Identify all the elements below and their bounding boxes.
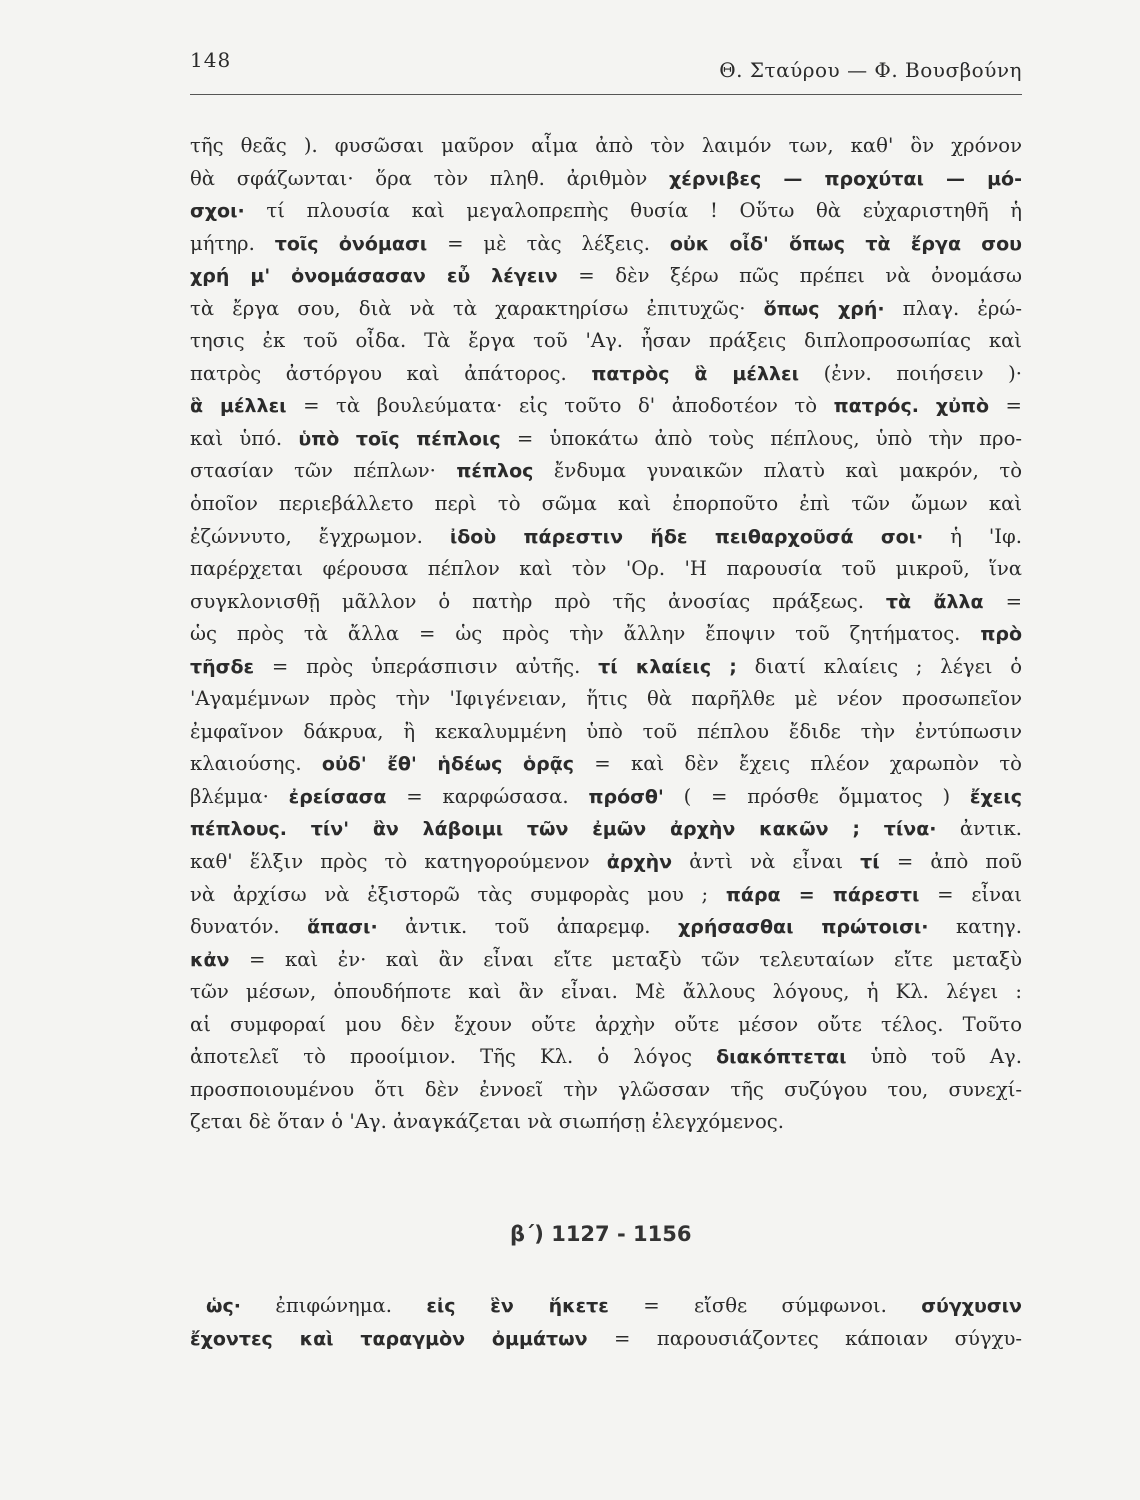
- lemma-term: πρόσθ': [588, 785, 664, 808]
- gloss-text: ὑπὸ τοῦ Αγ.: [846, 1045, 1022, 1069]
- gloss-text: στασίαν τῶν πέπλων·: [190, 459, 457, 483]
- lemma-term: ὅπως χρή·: [763, 297, 885, 320]
- gloss-text: θὰ σφάζωνται· ὅρα τὸν πληθ. ἀριθμὸν: [190, 166, 670, 190]
- gloss-text: τῆς θεᾶς ). φυσῶσαι μαῦρον αἷμα ἀπὸ τὸν λαιμόν των, καθ' ὃν χρόνον: [190, 134, 1022, 157]
- gloss-text: = καὶ ἐν· καὶ ἂν εἶναι εἴτε μεταξὺ τῶν τελευταίων εἴτε μεταξὺ: [229, 947, 1022, 971]
- section-heading: β΄) 1127 - 1156: [510, 1222, 692, 1246]
- gloss-text: ἀντικ. τοῦ ἀπαρεμφ.: [377, 915, 678, 939]
- text-line: [190, 455, 1022, 488]
- header-rule: [190, 94, 1022, 95]
- text-line: [190, 618, 1022, 651]
- gloss-text: = ὑποκάτω ἀπὸ τοὺς πέπλους, ὑπὸ τὴν προ-: [500, 426, 1022, 450]
- text-line: [190, 976, 1022, 1009]
- lemma-term: πέπλος: [456, 460, 534, 483]
- gloss-text: ἐζώννυτο, ἔγχρωμον.: [190, 524, 450, 548]
- commentary-body: [190, 130, 1022, 1139]
- gloss-text: κατηγ.: [928, 915, 1022, 939]
- page-header: [190, 48, 1022, 96]
- gloss-text: = μὲ τὰς λέξεις.: [427, 231, 670, 255]
- lemma-term: χέρνιβες — προχύται — μό-: [669, 167, 1022, 190]
- text-line: [190, 879, 1022, 912]
- text-line: [190, 488, 1022, 521]
- text-line: [190, 163, 1022, 196]
- gloss-text: τῶν μέσων, ὁπουδήποτε καὶ ἂν εἶναι. Μὲ ἄλλους λόγους, ἡ Κλ. λέγει :: [190, 980, 1022, 1004]
- gloss-text: =: [983, 589, 1022, 613]
- gloss-text: συγκλονισθῇ μᾶλλον ὁ πατὴρ πρὸ τῆς ἀνοσίας πράξεως.: [190, 589, 886, 613]
- lemma-term: ἰδοὺ πάρεστιν ἥδε πειθαρχοῦσά σοι·: [449, 525, 924, 548]
- lemma-term: τοῖς ὀνόμασι: [274, 232, 428, 255]
- lemma-term: ἃ μέλλει: [190, 395, 287, 418]
- gloss-text: = ἀπὸ ποῦ: [879, 850, 1022, 874]
- gloss-text: διατί κλαίεις ; λέγει ὁ: [736, 654, 1022, 678]
- lemma-term: τί κλαίεις ;: [598, 655, 737, 678]
- gloss-text: ἀντὶ νὰ εἶναι: [672, 850, 861, 874]
- text-line: [190, 651, 1022, 684]
- gloss-text: ἐπιφώνημα.: [241, 1294, 427, 1317]
- lemma-term: ἔχοντες καὶ ταραγμὸν ὀμμάτων: [190, 1327, 588, 1350]
- gloss-text: τὰ ἔργα σου, διὰ νὰ τὰ χαρακτηρίσω ἐπιτυχῶς·: [190, 296, 764, 320]
- text-line: [190, 1009, 1022, 1042]
- text-line: [190, 813, 1022, 846]
- text-line: [190, 683, 1022, 716]
- gloss-text: δυνατόν.: [190, 915, 308, 939]
- text-line: [190, 553, 1022, 586]
- lemma-term: πάρα = πάρεστι: [725, 883, 920, 906]
- gloss-text: ὁποῖον περιεβάλλετο περὶ τὸ σῶμα καὶ ἐπορποῦτο ἐπὶ τῶν ὤμων καὶ: [190, 492, 1022, 516]
- text-line: [190, 1074, 1022, 1107]
- text-line: [190, 586, 1022, 619]
- gloss-text: = καρφώσασα.: [386, 784, 589, 808]
- gloss-text: παρέρχεται φέρουσα πέπλον καὶ τὸν 'Ορ. 'Η παρουσία τοῦ μικροῦ, ἵνα: [190, 557, 1022, 581]
- gloss-text: ἐμφαῖνον δάκρυα, ἢ κεκαλυμμένη ὑπὸ τοῦ πέπλου ἔδιδε τὴν ἐντύπωσιν: [190, 719, 1022, 743]
- text-line: [190, 944, 1022, 977]
- text-line: [190, 195, 1022, 228]
- gloss-text: τησις ἐκ τοῦ οἶδα. Τὰ ἔργα τοῦ 'Αγ. ἦσαν πράξεις διπλοπροσωπίας καὶ: [190, 329, 1022, 353]
- lemma-term: ἔχεις: [969, 785, 1022, 808]
- text-line: [190, 423, 1022, 456]
- text-line: [190, 260, 1022, 293]
- running-head: Θ. Σταύρου — Φ. Βουσβούνη: [719, 58, 1022, 82]
- gloss-text: = παρουσιάζοντες κάποιαν σύγχυ-: [587, 1326, 1022, 1350]
- gloss-text: = δὲν ξέρω πῶς πρέπει νὰ ὀνομάσω: [557, 264, 1022, 288]
- lemma-term: σύγχυσιν: [921, 1295, 1022, 1317]
- gloss-text: αἱ συμφοραί μου δὲν ἔχουν οὔτε ἀρχὴν οὔτε μέσον οὔτε τέλος. Τοῦτο: [190, 1012, 1022, 1036]
- gloss-text: πατρὸς ἀστόργου καὶ ἀπάτορος.: [190, 361, 592, 385]
- lemma-term: πατρός. χὐπὸ: [833, 395, 990, 418]
- gloss-text: καθ' ἕλξιν πρὸς τὸ κατηγορούμενον: [190, 850, 607, 874]
- gloss-text: ζεται δὲ ὅταν ὁ 'Αγ. ἀναγκάζεται νὰ σιωπήσῃ ἐλεγχόμενος.: [190, 1110, 784, 1134]
- gloss-text: 'Αγαμέμνων πρὸς τὴν 'Ιφιγένειαν, ἥτις θὰ παρῆλθε μὲ νέον προσωπεῖον: [190, 687, 1022, 711]
- lemma-term: χρήσασθαι πρώτοισι·: [677, 916, 929, 939]
- gloss-text: (ἐνν. ποιήσειν )·: [799, 361, 1022, 385]
- gloss-text: νὰ ἀρχίσω νὰ ἐξιστορῶ τὰς συμφορὰς μου ;: [190, 882, 726, 906]
- lemma-term: πρὸ: [980, 623, 1022, 646]
- gloss-text: = καὶ δὲν ἔχεις πλέον χαρωπὸν τὸ: [574, 752, 1022, 776]
- gloss-text: προσποιουμένου ὅτι δὲν ἐννοεῖ τὴν γλῶσσαν τῆς συζύγου του, συνεχί-: [190, 1077, 1022, 1101]
- text-line: [190, 846, 1022, 879]
- text-line: [190, 716, 1022, 749]
- section-commentary: [190, 1290, 1022, 1355]
- text-line: [190, 325, 1022, 358]
- lemma-term: τί: [860, 851, 880, 874]
- lemma-term: εἰς ἓν ἥκετε: [426, 1295, 609, 1317]
- page-number: 148: [190, 48, 232, 72]
- text-line: [190, 293, 1022, 326]
- gloss-text: ἀντικ.: [936, 817, 1022, 841]
- gloss-text: τί πλουσία καὶ μεγαλοπρεπὴς θυσία ! Οὕτω θὰ εὐχαριστηθῆ ἡ: [244, 199, 1022, 223]
- text-line: [190, 1041, 1022, 1074]
- lemma-term: πατρὸς ἃ μέλλει: [591, 362, 799, 385]
- text-line: [190, 748, 1022, 781]
- lemma-term: ἅπασι·: [307, 916, 378, 939]
- text-line: [190, 390, 1022, 423]
- text-line: [190, 358, 1022, 391]
- lemma-term: σχοι·: [190, 200, 245, 223]
- lemma-term: τῆσδε: [190, 655, 255, 678]
- gloss-text: κλαιούσης.: [190, 752, 322, 776]
- lemma-term: χρή μ' ὀνομάσασαν εὖ λέγειν: [190, 265, 558, 288]
- lemma-term: οὐκ οἶδ' ὅπως τὰ ἔργα σου: [669, 232, 1022, 255]
- lemma-term: ὑπὸ τοῖς πέπλοις: [298, 427, 501, 450]
- gloss-text: βλέμμα·: [190, 784, 289, 808]
- gloss-text: ( = πρόσθε ὄμματος ): [663, 784, 970, 808]
- gloss-text: ὡς πρὸς τὰ ἄλλα = ὡς πρὸς τὴν ἄλλην ἔποψιν τοῦ ζητήματος.: [190, 622, 981, 646]
- text-line: [190, 911, 1022, 944]
- gloss-text: = εἴσθε σύμφωνοι.: [608, 1294, 922, 1317]
- text-line: [190, 1290, 1022, 1323]
- text-line: [190, 521, 1022, 554]
- text-line: [190, 1106, 1022, 1139]
- gloss-text: = τὰ βουλεύματα· εἰς τοῦτο δ' ἀποδοτέον τὸ: [286, 394, 834, 418]
- lemma-term: ἐρείσασα: [288, 785, 387, 808]
- text-line: [190, 1323, 1022, 1356]
- gloss-text: ἔνδυμα γυναικῶν πλατὺ καὶ μακρόν, τὸ: [533, 459, 1022, 483]
- lemma-term: ὡς·: [206, 1295, 241, 1317]
- gloss-text: μήτηρ.: [190, 231, 275, 255]
- gloss-text: ἀποτελεῖ τὸ προοίμιον. Τῆς Κλ. ὁ λόγος: [190, 1045, 717, 1069]
- lemma-term: πέπλους. τίν' ἂν λάβοιμι τῶν ἐμῶν ἀρχὴν κακῶν ; τίνα·: [190, 818, 937, 841]
- lemma-term: οὐδ' ἔθ' ἡδέως ὁρᾷς: [321, 753, 575, 776]
- gloss-text: = εἶναι: [919, 882, 1022, 906]
- text-line: [190, 130, 1022, 163]
- text-line: [190, 781, 1022, 814]
- lemma-term: κἀν: [190, 948, 230, 971]
- gloss-text: καὶ ὑπό.: [190, 426, 299, 450]
- text-line: [190, 228, 1022, 261]
- gloss-text: πλαγ. ἐρώ-: [884, 296, 1022, 320]
- gloss-text: ἡ 'Ιφ.: [923, 524, 1022, 548]
- lemma-term: ἀρχὴν: [606, 851, 673, 874]
- gloss-text: =: [989, 394, 1022, 418]
- lemma-term: τὰ ἄλλα: [885, 590, 984, 613]
- gloss-text: = πρὸς ὑπεράσπισιν αὐτῆς.: [254, 654, 599, 678]
- lemma-term: διακόπτεται: [716, 1046, 847, 1069]
